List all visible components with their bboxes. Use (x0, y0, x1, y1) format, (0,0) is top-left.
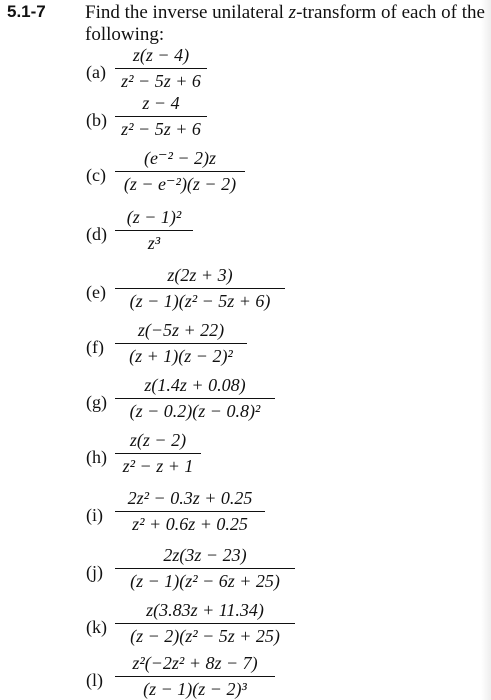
part-l-denominator: (z − 1)(z − 2)³ (143, 679, 247, 700)
part-d-fraction (115, 206, 193, 254)
part-g-numerator: z(1.4z + 0.08) (144, 375, 246, 395)
part-c-denominator: (z − e⁻²)(z − 2) (123, 174, 237, 195)
part-i-fraction (115, 487, 265, 535)
part-f-fraction (115, 319, 247, 367)
part-d-numerator: (z − 1)² (126, 207, 182, 227)
part-c-numerator: (e⁻² − 2)z (143, 148, 217, 168)
part-l-fraction (115, 652, 275, 700)
part-f-fraction-bar (115, 343, 247, 344)
page-edge-shadow (481, 0, 491, 700)
problem-number: 5.1-7 (7, 2, 46, 21)
part-h-numerator: z(z − 2) (129, 430, 187, 450)
part-f-numerator: z(−5z + 22) (137, 320, 225, 340)
part-e-label: (e) (86, 282, 106, 302)
problem-statement (85, 2, 485, 46)
part-d-fraction-bar (115, 230, 193, 231)
part-j-numerator: 2z(3z − 23) (163, 545, 247, 565)
part-d-label: (d) (86, 224, 107, 244)
part-j-denominator: (z − 1)(z² − 6z + 25) (130, 571, 280, 592)
part-k-fraction (115, 599, 295, 647)
part-e-fraction-bar (115, 288, 285, 289)
part-c-fraction-bar (115, 171, 245, 172)
part-i-denominator: z² + 0.6z + 0.25 (132, 514, 248, 535)
part-i-label: (i) (86, 505, 103, 525)
part-k-numerator: z(3.83z + 11.34) (146, 600, 264, 620)
part-h-denominator: z² − z + 1 (122, 456, 194, 477)
part-g-label: (g) (86, 392, 107, 412)
part-j-fraction (115, 544, 295, 592)
part-f-label: (f) (86, 337, 104, 357)
part-g-fraction-bar (115, 398, 275, 399)
part-e-denominator: (z − 1)(z² − 5z + 6) (129, 291, 271, 312)
part-e-fraction (115, 264, 285, 312)
part-b-fraction-bar (115, 116, 207, 117)
part-a-fraction-bar (115, 68, 207, 69)
part-b-numerator: z − 4 (142, 93, 180, 113)
part-f-denominator: (z + 1)(z − 2)² (129, 346, 233, 367)
prompt-end: -transform of each of the following: (85, 2, 485, 45)
part-g-denominator: (z − 0.2)(z − 0.8)² (129, 401, 261, 422)
part-a-numerator: z(z − 4) (132, 45, 190, 65)
prompt-variable: z (288, 2, 297, 23)
part-a-fraction (115, 44, 207, 92)
part-h-fraction (115, 429, 201, 477)
part-k-fraction-bar (115, 623, 295, 624)
part-b-fraction (115, 92, 207, 140)
part-e-numerator: z(2z + 3) (167, 265, 233, 285)
part-l-numerator: z²(−2z² + 8z − 7) (132, 653, 258, 673)
part-k-denominator: (z − 2)(z² − 5z + 25) (130, 626, 280, 647)
part-d-denominator: z³ (147, 233, 161, 254)
part-h-label: (h) (86, 447, 107, 467)
part-c-label: (c) (86, 165, 106, 185)
part-b-denominator: z² − 5z + 6 (121, 119, 201, 140)
part-a-label: (a) (86, 62, 106, 82)
part-h-fraction-bar (115, 453, 201, 454)
part-k-label: (k) (86, 617, 107, 637)
prompt-start: Find the inverse unilateral (85, 2, 289, 23)
part-a-denominator: z² − 5z + 6 (121, 71, 201, 92)
part-l-label: (l) (86, 670, 103, 690)
part-g-fraction (115, 374, 275, 422)
part-i-numerator: 2z² − 0.3z + 0.25 (127, 488, 253, 508)
part-j-label: (j) (86, 562, 103, 582)
part-i-fraction-bar (115, 511, 265, 512)
part-c-fraction (115, 147, 245, 195)
part-l-fraction-bar (115, 676, 275, 677)
part-b-label: (b) (86, 110, 107, 130)
part-j-fraction-bar (115, 568, 295, 569)
